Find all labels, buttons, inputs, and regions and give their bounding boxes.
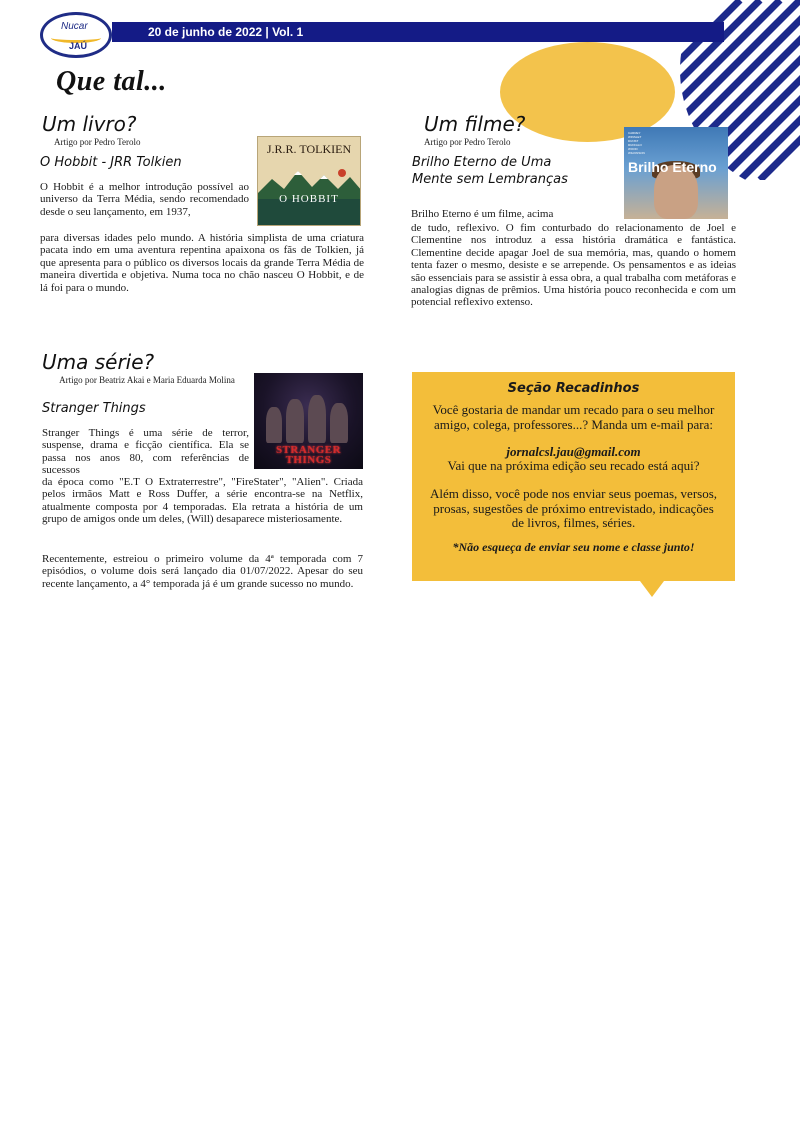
poster-figure [286,399,304,443]
logo-name: Nucar [61,21,88,32]
hobbit-cover-title: O HOBBIT [279,193,339,205]
recadinhos-title: Seção Recadinhos [507,381,640,396]
movie-section-title: Um filme? [424,112,526,136]
hobbit-cover-author: J.R.R. TOLKIEN [266,142,352,156]
poster-title: Brilho Eterno [628,159,717,175]
poster-credits: CARREY WINSLET DUNST RUFFALO WOOD WILKINSON [628,131,645,155]
newspaper-logo [40,12,112,58]
recadinhos-text: Você gostaria de mandar um recado para o seu melhor amigo, colega, professores...? Manda um e-mail para: [432,402,715,432]
hobbit-book-cover [257,136,361,226]
book-byline: Artigo por Pedro Terolo [54,137,141,147]
movie-title: Brilho Eterno de Uma Mente sem Lembranças [412,155,568,187]
stranger-things-cover-title: STRANGER THINGS [275,444,342,466]
logo-city: JAÚ [69,41,88,51]
series-text-full: da época como "E.T O Extraterrestre", "FireStater", "Alien". Criada pelos irmãos Matt e Ross Duffer, a série encontra-se na Netflix, atualmente composta por 4 temporadas. Ela retrata a história de um grupo de amigos onde um deles, (Will) desaparece misteriosamente. [42,476,363,526]
book-section-title: Um livro? [42,112,137,136]
brilho-eterno-movie-poster [624,127,728,219]
poster-figure [330,403,348,443]
recadinhos-text-2: Vai que na próxima edição seu recado está aqui? [447,458,700,473]
recadinhos-note: *Não esqueça de enviar seu nome e classe junto! [452,540,695,554]
series-title: Stranger Things [42,401,146,416]
movie-text-wrapped: Brilho Eterno é um filme, acima [411,208,554,220]
movie-text-full: de tudo, reflexivo. O fim conturbado do relacionamento de Joel e Clementine nos introduz a essa história dramática e fantástica. Clementine decide apagar Joel de sua memória, mas, quando o homem tenta fazer o mesmo, desiste e se arrepende. Os pensamentos e as ideias são essenciais para se assistir à essa obra, a qual trabalha com metáforas e analogias dignas de prêmios. Uma história pouco reconhecida e com um potencial reflexivo extenso. [411,222,736,309]
speech-bubble-tail [640,581,664,597]
book-text-wrapped: O Hobbit é a melhor introdução possível ao universo da Terra Média, sendo recomendado desde o seu lançamento, em 1937, [40,181,249,218]
poster-figure [266,407,282,443]
recadinhos-box [412,372,735,581]
poster-figure [308,395,326,443]
series-section-title: Uma série? [42,350,155,374]
series-byline: Artigo por Beatriz Akai e Maria Eduarda Molina [59,375,235,385]
series-text-wrapped: Stranger Things é uma série de terror, suspense, drama e ficção científica. Ela se passa nos anos 80, com referências de sucessos [42,427,249,477]
date-volume-bar: 20 de junho de 2022 | Vol. 1 [112,22,724,42]
book-title: O Hobbit - JRR Tolkien [40,155,182,170]
recadinhos-email: jornalcsl.jau@gmail.com [506,444,641,459]
recadinhos-text-3: Além disso, você pode nos enviar seus poemas, versos, prosas, sugestões de próximo entrevistado, indicações de livros, filmes, séries. [429,486,718,531]
book-text-full: para diversas idades pelo mundo. A história simplista de uma criatura pacata indo em uma aventura repentina apaixona os fãs de Tolkien, já que apresenta para o público os diversos locais da grande Terra Média de maneira divertida e objetiva. Numa toca no chão nasceu O Hobbit, e de lá foi para o mundo. [40,232,364,294]
movie-byline: Artigo por Pedro Terolo [424,137,511,147]
stranger-things-poster [254,373,363,469]
page-title: Que tal... [56,66,167,97]
series-text-full-2: Recentemente, estreiou o primeiro volume da 4ª temporada com 7 episódios, o volume dois será lançado dia 01/07/2022. Apesar do seu recente lançamento, a 4° temporada já é um grande sucesso no mundo. [42,553,363,590]
